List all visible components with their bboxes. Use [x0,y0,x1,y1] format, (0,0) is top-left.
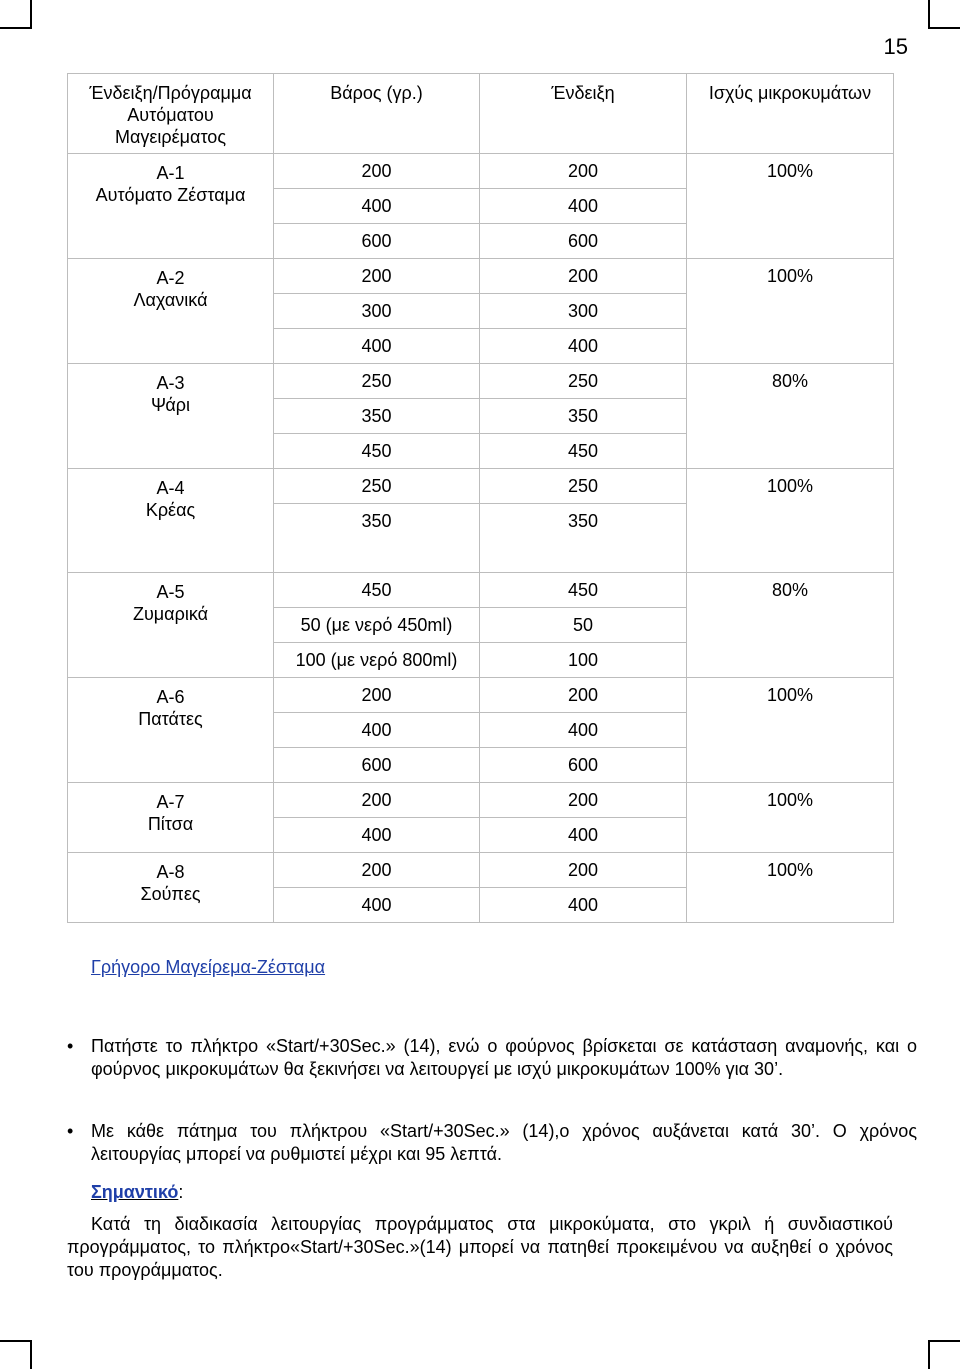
table-row [68,154,894,259]
bullet-1-text: Πατήστε το πλήκτρο «Start/+30Sec.» (14), ενώ ο φούρνος βρίσκεται σε κατάσταση αναμονής, και ο φούρνος μικροκυμάτων θα ξεκινήσει να λειτουργεί με ισχύ μικροκυμάτων 100% για 30’. [91,1036,917,1079]
power-cell [687,154,894,259]
bullet-1 [67,1035,917,1081]
crop-mark [928,1340,960,1342]
program-table [67,73,894,923]
program-code: A-8 [156,862,185,882]
header-weight: Βάρος (γρ.) [274,74,480,154]
program-name: Λαχανικά [133,290,208,310]
program-code: A-4 [156,478,185,498]
table-row [68,364,894,469]
program-code: A-1 [156,163,185,183]
weight-value: 400 [274,328,479,363]
table-row [68,259,894,364]
display-cell [480,678,687,783]
program-cell [68,469,274,573]
program-name: Αυτόματο Ζέσταμα [95,185,246,205]
weight-value: 250 [361,371,392,391]
power-cell [687,678,894,783]
crop-mark [0,1340,32,1342]
important-text: Κατά τη διαδικασία λειτουργίας προγράμματος στα μικροκύματα, στο γκριλ ή συνδιαστικού προγράμματος, το πλήκτρο«Start/+30Sec.»(14) μπορεί να πατηθεί προκειμένου να αυξηθεί ο χρόνος του προγράμματος. [67,1214,893,1280]
power-cell [687,573,894,678]
table-row [68,573,894,678]
display-value: 450 [480,433,686,468]
weight-value: 50 (με νερό 450ml) [274,607,479,642]
weight-value: 200 [361,266,392,286]
display-cell [480,469,687,573]
power-cell [687,259,894,364]
program-cell [68,154,274,259]
table-row [68,783,894,853]
bullet-dot-icon: • [67,1121,74,1141]
important-colon: : [178,1182,184,1202]
display-cell [480,364,687,469]
program-code: A-6 [156,687,185,707]
display-cell [480,783,687,853]
display-value: 300 [480,293,686,328]
program-code: A-5 [156,582,185,602]
power-value: 100% [766,161,814,181]
display-value: 50 [480,607,686,642]
page-number: 15 [883,34,908,59]
weight-value: 600 [274,747,479,782]
table-row [68,678,894,783]
program-cell [68,259,274,364]
weight-value: 250 [361,476,392,496]
table-row [68,469,894,573]
power-value: 100% [766,476,814,496]
display-value: 250 [567,371,599,391]
weight-cell [274,469,480,573]
display-cell [480,853,687,923]
power-cell [687,364,894,469]
weight-value: 350 [274,503,479,538]
program-name: Πατάτες [138,709,203,729]
weight-cell [274,154,480,259]
weight-value: 200 [361,161,392,181]
display-value: 600 [480,223,686,258]
program-code: A-2 [156,268,185,288]
important-label: Σημαντικό [91,1182,179,1202]
weight-value: 200 [361,685,392,705]
weight-value: 300 [274,293,479,328]
program-name: Κρέας [145,500,196,520]
bullet-dot-icon: • [67,1036,74,1056]
table-row [68,853,894,923]
header-program: Ένδειξη/Πρόγραμμα Αυτόματου Μαγειρέματος [68,74,274,154]
table-header-row [68,74,894,154]
weight-value: 100 (με νερό 800ml) [274,642,479,677]
display-value: 600 [480,747,686,782]
display-value: 400 [480,712,686,747]
weight-value: 400 [274,817,479,852]
power-value: 80% [771,580,809,600]
weight-value: 200 [361,790,392,810]
section-title: Γρήγορο Μαγείρεμα-Ζέσταμα [91,957,326,977]
display-cell [480,154,687,259]
crop-mark [0,27,32,29]
bullet-2-text: Με κάθε πάτημα του πλήκτρου «Start/+30Sec.» (14),ο χρόνος αυξάνεται κατά 30’. Ο χρόνος λειτουργίας μπορεί να ρυθμιστεί μέχρι και 95 λεπτά. [91,1121,917,1164]
crop-mark [30,0,32,28]
weight-value: 450 [274,433,479,468]
weight-value: 400 [274,188,479,223]
program-name: Σούπες [140,884,201,904]
program-cell [68,364,274,469]
weight-cell [274,364,480,469]
header-display: Ένδειξη [480,74,687,154]
display-value: 400 [480,328,686,363]
weight-value: 600 [274,223,479,258]
important-heading [91,1181,491,1204]
display-value: 200 [567,790,599,810]
power-cell [687,469,894,573]
weight-cell [274,853,480,923]
power-cell [687,783,894,853]
program-code: A-7 [156,792,185,812]
display-value: 450 [567,580,599,600]
display-value: 100 [480,642,686,677]
crop-mark [30,1340,32,1369]
power-cell [687,853,894,923]
power-value: 100% [766,860,814,880]
program-name: Πίτσα [147,814,194,834]
display-value: 350 [480,503,686,538]
weight-value: 400 [274,887,479,922]
bullet-2 [67,1120,917,1166]
display-value: 400 [480,817,686,852]
display-value: 250 [567,476,599,496]
display-value: 400 [480,188,686,223]
display-value: 350 [480,398,686,433]
power-value: 100% [766,685,814,705]
program-name: Ζυμαρικά [132,604,209,624]
power-value: 100% [766,266,814,286]
program-cell [68,573,274,678]
program-code: A-3 [156,373,185,393]
weight-cell [274,783,480,853]
weight-value: 400 [274,712,479,747]
power-value: 100% [766,790,814,810]
display-value: 200 [567,860,599,880]
display-cell [480,259,687,364]
display-value: 200 [567,161,599,181]
program-cell [68,783,274,853]
weight-cell [274,259,480,364]
program-cell [68,853,274,923]
weight-cell [274,573,480,678]
program-cell [68,678,274,783]
crop-mark [928,1340,930,1369]
weight-value: 200 [361,860,392,880]
header-power: Ισχύς μικροκυμάτων [687,74,894,154]
weight-value: 350 [274,398,479,433]
display-cell [480,573,687,678]
display-value: 200 [567,685,599,705]
program-name: Ψάρι [151,395,190,415]
weight-value: 450 [361,580,392,600]
crop-mark [928,0,930,28]
power-value: 80% [771,371,809,391]
display-value: 400 [480,887,686,922]
crop-mark [928,27,960,29]
display-value: 200 [567,266,599,286]
weight-cell [274,678,480,783]
